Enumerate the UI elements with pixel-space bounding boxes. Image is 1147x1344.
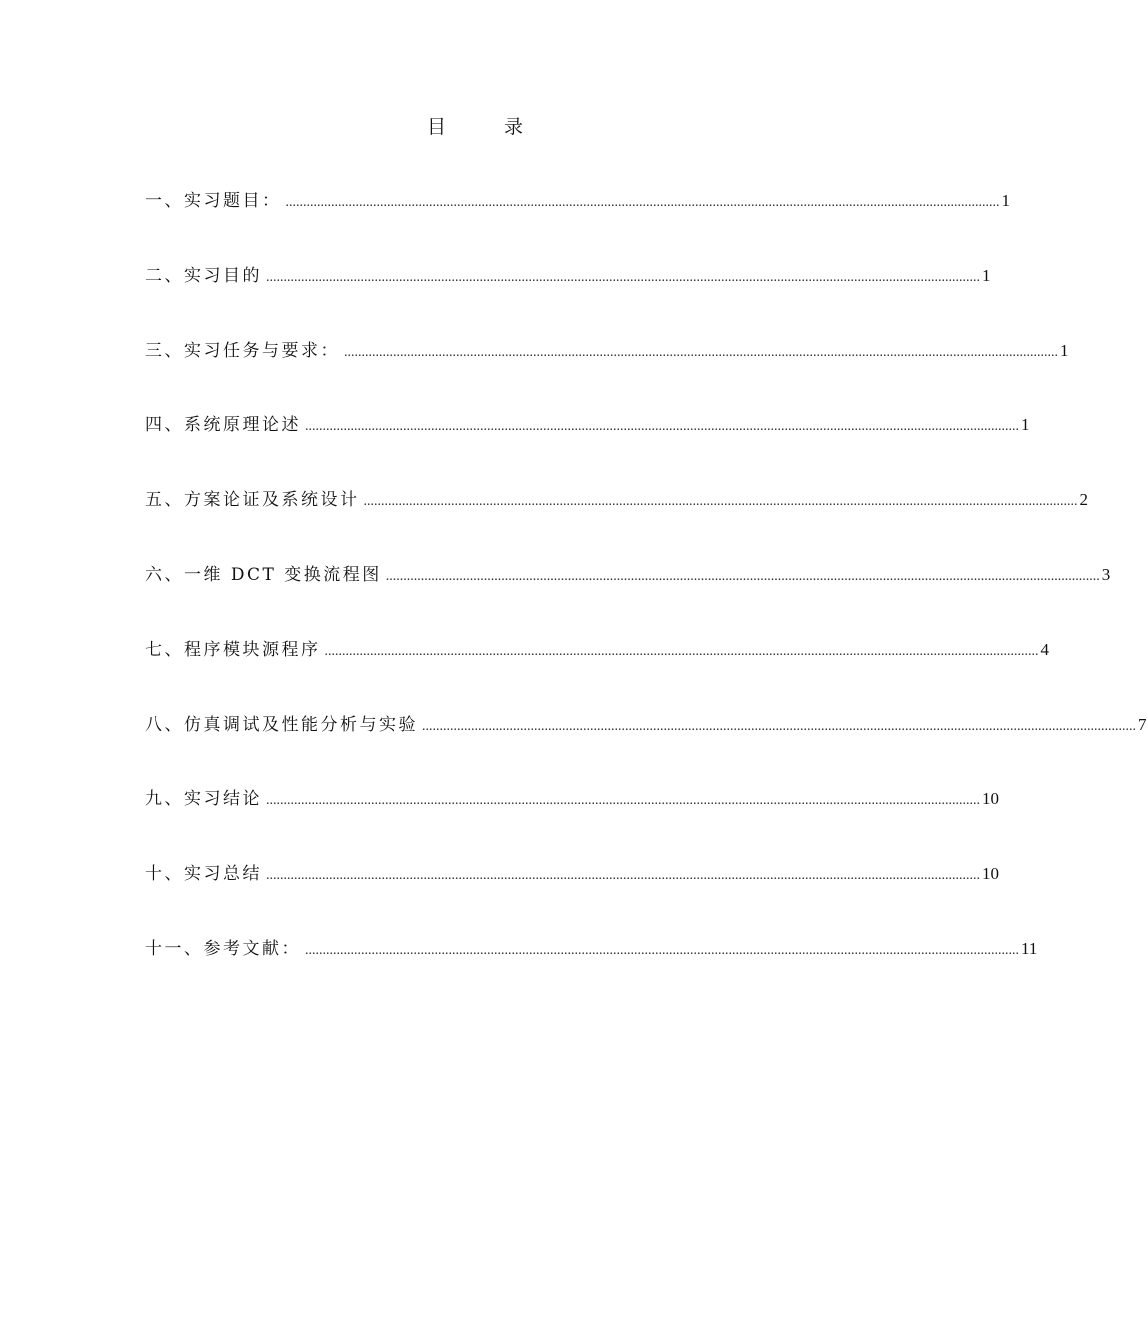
toc-entry-label: 五、方案论证及系统设计	[145, 490, 360, 511]
page-title: 目 录	[426, 116, 550, 138]
toc-leader-dots: ............................................................................................................................................................................................................	[422, 718, 1136, 734]
toc-entry[interactable]	[145, 710, 1147, 740]
toc-entry-label: 三、实习任务与要求：	[145, 340, 340, 361]
toc-entry[interactable]	[145, 261, 991, 291]
table-of-contents	[145, 186, 1147, 1009]
toc-leader-dots: ............................................................................................................................................................................................................	[385, 568, 1100, 584]
toc-leader-dots: ............................................................................................................................................................................................................	[266, 793, 980, 809]
toc-page-number: 1	[982, 265, 991, 285]
toc-leader-dots: ............................................................................................................................................................................................................	[305, 419, 1019, 435]
toc-entry-label: 十一、参考文献：	[145, 938, 301, 959]
toc-page-number: 1	[1021, 415, 1030, 435]
toc-entry[interactable]	[145, 336, 1069, 366]
toc-page-number: 3	[1101, 564, 1111, 584]
toc-entry[interactable]	[145, 934, 1038, 964]
toc-entry-label: 十、实习总结	[145, 864, 262, 885]
toc-leader-dots: ............................................................................................................................................................................................................	[363, 494, 1078, 510]
toc-entry[interactable]	[145, 485, 1088, 515]
toc-page-number: 11	[1021, 938, 1038, 958]
toc-page-number: 7	[1138, 714, 1147, 734]
toc-entry-label: 一、实习题目：	[145, 191, 282, 211]
toc-leader-dots: ............................................................................................................................................................................................................	[266, 269, 980, 285]
toc-entry-label: 八、仿真调试及性能分析与实验	[145, 714, 418, 735]
toc-page-number: 2	[1079, 490, 1088, 510]
toc-leader-dots: ............................................................................................................................................................................................................	[344, 344, 1058, 360]
toc-leader-dots: ............................................................................................................................................................................................................	[305, 942, 1019, 958]
toc-leader-dots: ............................................................................................................................................................................................................	[266, 868, 980, 884]
toc-page-number: 1	[1060, 340, 1069, 360]
toc-entry[interactable]	[145, 560, 1111, 590]
toc-leader-dots: ............................................................................................................................................................................................................	[324, 643, 1039, 659]
toc-entry-label: 二、实习目的	[145, 265, 262, 286]
toc-entry-label: 七、程序模块源程序	[145, 639, 321, 660]
toc-entry[interactable]	[145, 410, 1030, 440]
toc-entry-label: 六、一维 DCT 变换流程图	[145, 564, 382, 585]
toc-page-number: 4	[1040, 639, 1049, 659]
toc-entry[interactable]	[145, 635, 1049, 665]
toc-entry[interactable]	[145, 784, 999, 814]
toc-page-number: 1	[1001, 191, 1010, 210]
toc-page-number: 10	[982, 864, 999, 884]
toc-entry-label: 四、系统原理论述	[145, 415, 301, 436]
toc-entry-label: 九、实习结论	[145, 789, 262, 810]
toc-entry[interactable]	[145, 186, 1010, 216]
toc-entry[interactable]	[145, 859, 999, 889]
toc-leader-dots: ............................................................................................................................................................................................................	[285, 195, 1000, 210]
toc-page-number: 10	[982, 789, 999, 809]
